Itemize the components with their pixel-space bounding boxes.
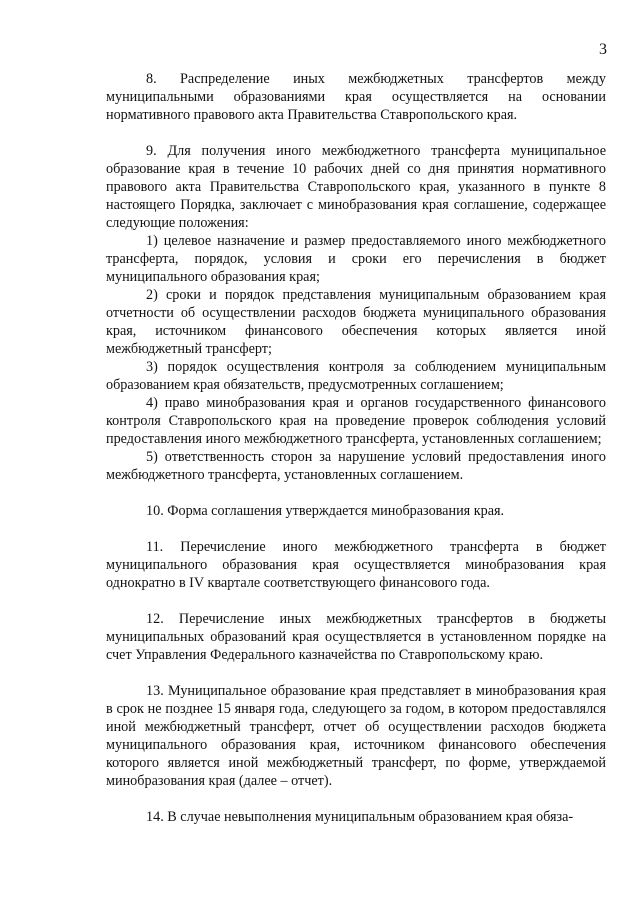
- paragraph-item-14: 14. В случае невыполнения муниципальным образованием края обяза-: [146, 809, 574, 825]
- paragraph-item-10: 10. Форма соглашения утверждается минобразования края.: [146, 503, 505, 519]
- paragraph-item-12: 12. Перечисление иных межбюджетных трансфертов в бюджеты муниципальных образований края осуществляется в установленном порядке на счет Управления Федерального казначейства по Ставропольскому краю.: [106, 611, 606, 663]
- paragraph-subitem-4: 4) право минобразования края и органов государственного финансового контроля Ставропольского края на проведение проверок соблюдения условий предоставления иного межбюджетного трансферта, установленных соглашением;: [106, 395, 606, 447]
- paragraph-item-9: 9. Для получения иного межбюджетного трансферта муниципальное образование края в течение 10 рабочих дней со дня принятия нормативного правового акта Правительства Ставропольского края, указанного в пункте 8 настоящего Порядка, заключает с минобразования края соглашение, содержащее следующие положения:: [106, 143, 606, 231]
- paragraph-item-8: 8. Распределение иных межбюджетных трансфертов между муниципальными образованиями края осуществляется на основании нормативного правового акта Правительства Ставропольского края.: [106, 71, 606, 123]
- paragraph-subitem-5: 5) ответственность сторон за нарушение условий предоставления иного межбюджетного трансферта, установленных соглашением.: [106, 449, 606, 483]
- paragraph-subitem-3: 3) порядок осуществления контроля за соблюдением муниципальным образованием края обязательств, предусмотренных соглашением;: [106, 359, 606, 393]
- paragraph-item-11: 11. Перечисление иного межбюджетного трансферта в бюджет муниципального образования края осуществляется минобразования края однократно в IV квартале соответствующего финансового года.: [106, 539, 606, 591]
- document-body: [106, 70, 606, 826]
- page-number: 3: [599, 41, 607, 58]
- paragraph-subitem-1: 1) целевое назначение и размер предоставляемого иного межбюджетного трансферта, порядок, условия и сроки его перечисления в бюджет муниципального образования края;: [106, 233, 606, 285]
- paragraph-subitem-2: 2) сроки и порядок представления муниципальным образованием края отчетности об осуществлении расходов бюджета муниципального образования края, источником финансового обеспечения которых является иной межбюджетный трансферт;: [106, 287, 606, 357]
- paragraph-item-13: 13. Муниципальное образование края представляет в минобразования края в срок не позднее 15 января года, следующего за годом, в котором предоставлялся иной межбюджетный трансферт, отчет об осуществлении расходов бюджета муниципального образования края, источником финансового обеспечения которого является иной межбюджетный трансферт, по форме, утверждаемой минобразования края (далее – отчет).: [106, 683, 606, 789]
